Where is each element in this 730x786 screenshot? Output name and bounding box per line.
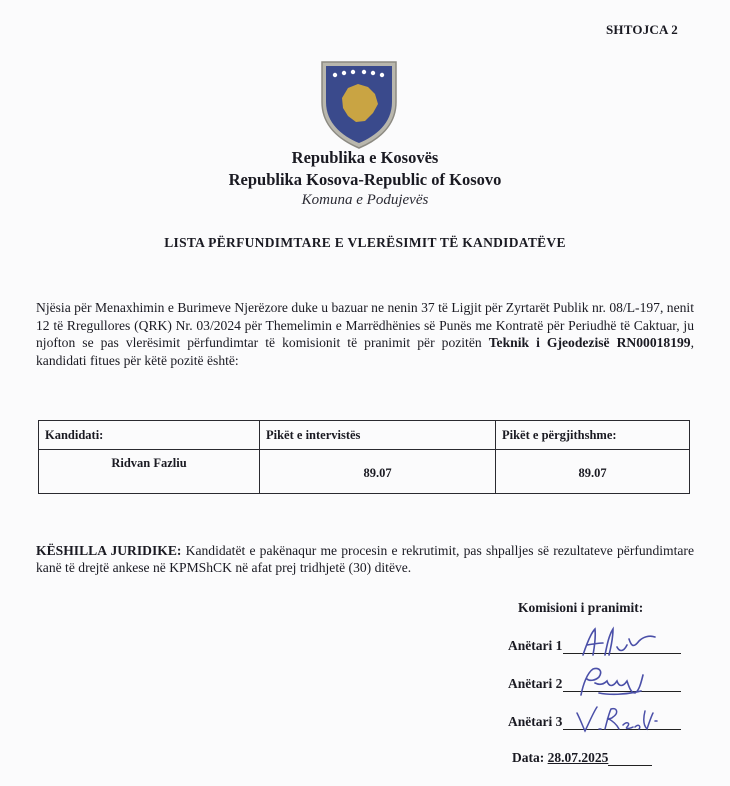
header-country-multilingual: Republika Kosova-Republic of Kosovo: [228, 170, 502, 189]
intro-text-after: , kandidati fitues për këtë pozitë është:: [36, 335, 695, 368]
candidate-name: Ridvan Fazliu: [39, 450, 260, 494]
legal-advice-label: KËSHILLA JURIDIKE:: [36, 543, 182, 558]
results-table: [38, 420, 690, 494]
header-total-points: Pikët e përgjithshme:: [496, 421, 690, 450]
position-name: Teknik i Gjeodezisë RN00018199: [488, 335, 691, 350]
handwritten-signature-icon: [569, 701, 679, 735]
signature-line: [563, 715, 681, 730]
table-header-row: [39, 421, 690, 450]
table-row: [39, 450, 690, 494]
signature-line: [563, 677, 681, 692]
intro-paragraph: [36, 299, 694, 369]
committee-member-3: [508, 714, 681, 730]
committee-member-2: [508, 676, 681, 692]
member-label: Anëtari 1: [508, 638, 563, 653]
member-label: Anëtari 2: [508, 676, 563, 691]
committee-title: Komisioni i pranimit:: [518, 600, 644, 615]
header-municipality: Komuna e Podujevës: [301, 192, 429, 208]
handwritten-signature-icon: [569, 625, 679, 659]
date-value: 28.07.2025: [547, 750, 609, 765]
header-country-albanian: Republika e Kosovës: [291, 148, 439, 167]
committee-member-1: [508, 638, 681, 654]
legal-advice-text: Kandidatët e pakënaqur me procesin e rekrutimit, pas shpalljes së rezultateve përfundimtare kanë të drejtë ankese në KPMShCK në afat prej tridhjetë (30) ditëve.: [36, 543, 694, 575]
member-label: Anëtari 3: [508, 714, 563, 729]
total-points: 89.07: [496, 450, 690, 494]
intro-text-before: Njësia për Menaxhimin e Burimeve Njerëzore duke u bazuar ne nenin 37 të Ligjit për Zyrtarët Publik nr. 08/L-197, nenit 12 të Rregullores (QRK) Nr. 03/2024 për Themelimin e Marrëdhënies së Punës me Kontratë për Periudhë të Caktuar, ju njofton se pas vlerësimit përfundimtar të komisionit të pranimit për pozitën: [36, 300, 694, 350]
header-interview-points: Pikët e intervistës: [260, 421, 496, 450]
handwritten-signature-icon: [569, 663, 679, 697]
annex-label: SHTOJCA 2: [606, 22, 678, 37]
date-label: Data:: [512, 750, 545, 765]
date-line: [512, 750, 652, 766]
legal-advice-paragraph: [36, 542, 694, 576]
signature-line: [563, 639, 681, 654]
interview-points: 89.07: [260, 450, 496, 494]
date-underline: [608, 753, 652, 766]
header-candidate: Kandidati:: [39, 421, 260, 450]
document-title: LISTA PËRFUNDIMTARE E VLERËSIMIT TË KANDIDATËVE: [164, 235, 566, 250]
kosovo-emblem-icon: [318, 58, 400, 150]
